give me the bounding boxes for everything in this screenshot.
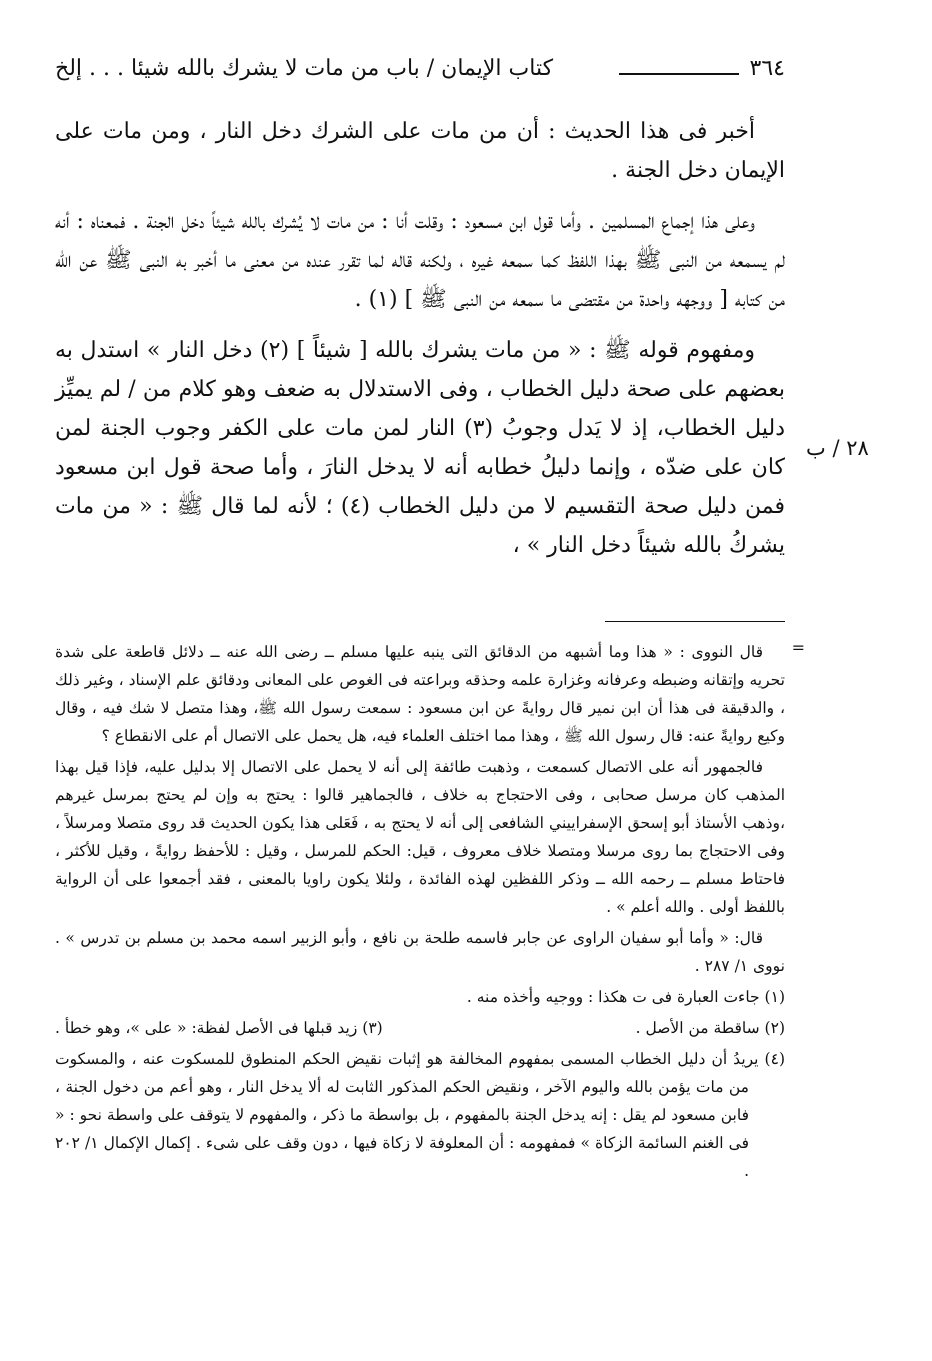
running-header xyxy=(55,52,785,90)
header-rule xyxy=(619,73,739,75)
footnote-paragraph: قال النووى : « هذا وما أشبهه من الدقائق التى ينبه عليها مسلم ــ رضى الله عنه ــ دلائل قاطعة على شدة تحريه وإتقانه وضبطه وعرفانه وغزارة علمه وحذقه وبراعته فى الغوص على المعانى ودقائق علم الإسناد ، وغير ذلك ، والدقيقة فى هذا أن ابن نمير قال روايةً عن ابن مسعود : سمعت رسول الله ﷺ، وهذا متصل لا شك فيه ، وقال وكيع روايةً عنه: قال رسول الله ﷺ ، وهذا مما اختلف العلماء فيه، هل يحمل على الاتصال أم على الانقطاع ؟ xyxy=(55,643,785,745)
footnote-divider xyxy=(605,621,785,622)
footnote-4: (٤) يريدُ أن دليل الخطاب المسمى بمفهوم المخالفة هو إثبات نقيض الحكم المنطوق للمسكوت عنه ، والمسكوت من مات يؤمن بالله واليوم الآخر ، ونقيض الحكم المذكور الثابت له ألا يدخل النار ، وهو أعم من دخول الجنة ، فابن مسعود لم يقل : إنه يدخل الجنة بالمفهوم ، بل بواسطة ما ذكر ، والمفهوم لا يتوقف على واسطة نحو : « فى الغنم السائمة الزكاة » فمفهومه : أن المعلوفة لا زكاة فيها ، دون وقف على شىء . إكمال الإكمال ١/ ٢٠٢ . xyxy=(55,1050,785,1180)
main-paragraph: أخبر فى هذا الحديث : أن من مات على الشرك دخل النار ، ومن مات على الإيمان دخل الجنة . xyxy=(55,119,785,183)
footnotes-2-3 xyxy=(55,1014,785,1045)
main-paragraph: وعلى هذا إجماع المسلمين . وأما قول ابن مسعود : وقلت أنا : من مات لا يُشرك بالله شيئاً دخل الجنة . فمعناه : أنه لم يسمعه من النبى ﷺ بهذا اللفظ كما سمعه غيره ، ولكنه قاله لما تقرر عنده من معنى ما أخبر به النبى ﷺ عن الله من كتابه [ ووجهه واحدة من مقتضى ما سمعه من النبى ﷺ ] (١) . xyxy=(55,209,785,312)
footnote-3: (٣) زيد قبلها فى الأصل لفظة: « على »، وهو خطأ . xyxy=(55,1019,383,1037)
continuation-mark: = xyxy=(791,638,805,657)
page-number: ٣٦٤ xyxy=(749,56,785,81)
footnote-2: (٢) ساقطة من الأصل . xyxy=(635,1019,785,1037)
footnote-1: (١) جاءت العبارة فى ت هكذا : ووجيه وأخذه منه . xyxy=(466,988,785,1006)
main-text xyxy=(55,112,785,577)
main-paragraph: ومفهوم قوله ﷺ : « من مات يشرك بالله [ شيئاً ] (٢) دخل النار » استدل به بعضهم على صحة دليل الخطاب ، وفى الاستدلال به ضعف وهو كلام من / لم يميِّز دليل الخطاب، إذ لا يَدل وجوبُ (٣) النار لمن مات على الكفر وجوب الجنة لمن كان على ضدّه ، وإنما دليلُ خطابه أنه لا يدخل النارَ ، وأما صحة قول ابن مسعود فمن دليل صحة التقسيم لا من دليل الخطاب (٤) ؛ لأنه لما قال ﷺ : « من مات يشركُ بالله شيئاً دخل النار » ، xyxy=(55,338,785,558)
footnote-continuation xyxy=(55,638,805,980)
footnote-paragraph: قال: « وأما أبو سفيان الراوى عن جابر فاسمه طلحة بن نافع ، وأبو الزبير اسمه محمد بن مسلم بن تدرس » . نووى ١/ ٢٨٧ . xyxy=(55,929,785,975)
footnote-paragraph: فالجمهور أنه على الاتصال كسمعت ، وذهبت طائفة إلى أنه لا يحمل على الاتصال إلا بدليل عليه، فإذا قيل بهذا المذهب كان مرسل صحابى ، وفى الاحتجاج به خلاف ، فالجماهير قالوا : يحتج به وإن لم يحتج بمرسل غيرهم ،وذهب الأستاذ أبو إسحق الإسفراييني الشافعى إلى أنه لا يحتج به ، فَعَلى هذا يكون الحديث قد روى متصلا ومرسلاً ، وفى الاحتجاج بما روى مرسلا ومتصلا خلاف معروف ، قيل: الحكم للمرسل ، وقيل : للأحفظ روايةً ، وقيل للأكثر ، فاحتاط مسلم ــ رحمه الله ــ وذكر اللفظين لهذه الفائدة ، ولئلا يكون راويا بالمعنى ، فقد أجمعوا على أن الرواية باللفظ أولى . والله أعلم » . xyxy=(55,758,785,916)
footnotes xyxy=(55,638,805,1188)
manuscript-folio-marker: ٢٨ / ب xyxy=(806,436,869,460)
running-title: كتاب الإيمان / باب من مات لا يشرك بالله شيئا . . . إلخ xyxy=(55,56,554,81)
